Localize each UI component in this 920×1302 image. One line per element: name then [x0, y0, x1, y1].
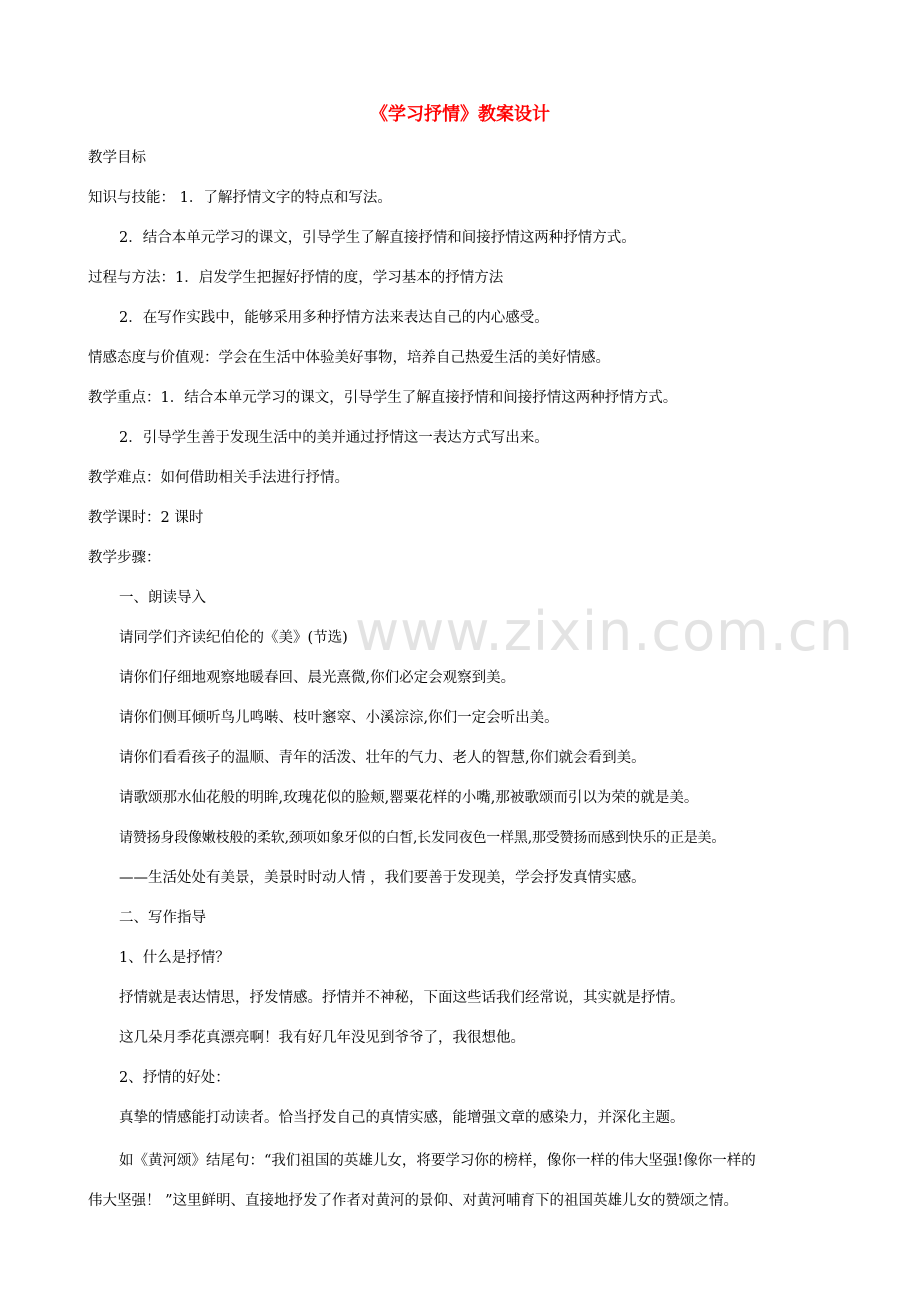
paragraph-line: ——生活处处有美景，美景时时动人情 ，我们要善于发现美，学会抒发真情实感。 — [119, 870, 646, 886]
paragraph-line: 请你们侧耳倾听鸟儿鸣啭、枝叶窸窣、小溪淙淙,你们一定会听出美。 — [119, 710, 559, 726]
section-heading: 二、写作指导 — [119, 910, 206, 926]
paragraph-line: 请你们仔细地观察地暖春回、晨光熹微,你们必定会观察到美。 — [119, 670, 516, 686]
paragraph-line: 如《黄河颂》结尾句：“我们祖国的英雄儿女，将要学习你的榜样，像你一样的伟大坚强!像你一样的 — [119, 1153, 756, 1169]
document-title: 《学习抒情》教案设计 — [370, 104, 550, 125]
paragraph-line: 请歌颂那水仙花般的明眸,玫瑰花似的脸颊,罂粟花样的小嘴,那被歌颂而引以为荣的就是美。 — [119, 790, 699, 806]
paragraph-line: 伟大坚强！ ”这里鲜明、直接地抒发了作者对黄河的景仰、对黄河哺育下的祖国英雄儿女的赞颂之情。 — [88, 1193, 739, 1209]
subsection-heading: 1、什么是抒情？ — [119, 950, 230, 966]
paragraph-line: 2．结合本单元学习的课文，引导学生了解直接抒情和间接抒情这两种抒情方式。 — [119, 230, 636, 246]
paragraph-line: 教学步骤： — [88, 550, 161, 566]
subsection-heading: 2、抒情的好处： — [119, 1070, 230, 1086]
paragraph-line: 真挚的情感能打动读者。恰当抒发自己的真情实感，能增强文章的感染力，并深化主题。 — [119, 1110, 685, 1126]
paragraph-line: 这几朵月季花真漂亮啊！我有好几年没见到爷爷了，我很想他。 — [119, 1030, 525, 1046]
paragraph-line: 过程与方法：1．启发学生把握好抒情的度，学习基本的抒情方法 — [88, 270, 504, 286]
paragraph-line: 知识与技能： 1．了解抒情文字的特点和写法。 — [88, 190, 392, 206]
section-heading: 一、朗读导入 — [119, 590, 206, 606]
paragraph-line: 抒情就是表达情思，抒发情感。抒情并不神秘，下面这些话我们经常说，其实就是抒情。 — [119, 990, 685, 1006]
paragraph-line: 请同学们齐读纪伯伦的《美》(节选) — [119, 630, 348, 646]
paragraph-line: 情感态度与价值观：学会在生活中体验美好事物，培养自己热爱生活的美好情感。 — [88, 350, 610, 366]
watermark: www.zixin.com.cn — [355, 600, 854, 663]
paragraph-line: 请赞扬身段像嫩枝般的柔软,颈项如象牙似的白皙,长发同夜色一样黑,那受赞扬而感到快乐的正是美。 — [119, 830, 726, 846]
paragraph-line: 教学课时：2 课时 — [88, 510, 204, 526]
paragraph-line: 2．在写作实践中，能够采用多种抒情方法来表达自己的内心感受。 — [119, 310, 549, 326]
paragraph-line: 教学重点：1．结合本单元学习的课文，引导学生了解直接抒情和间接抒情这两种抒情方式。 — [88, 390, 678, 406]
paragraph-line: 教学目标 — [88, 150, 146, 166]
paragraph-line: 教学难点：如何借助相关手法进行抒情。 — [88, 470, 349, 486]
paragraph-line: 请你们看看孩子的温顺、青年的活泼、壮年的气力、老人的智慧,你们就会看到美。 — [119, 750, 646, 766]
paragraph-line: 2．引导学生善于发现生活中的美并通过抒情这一表达方式写出来。 — [119, 430, 549, 446]
